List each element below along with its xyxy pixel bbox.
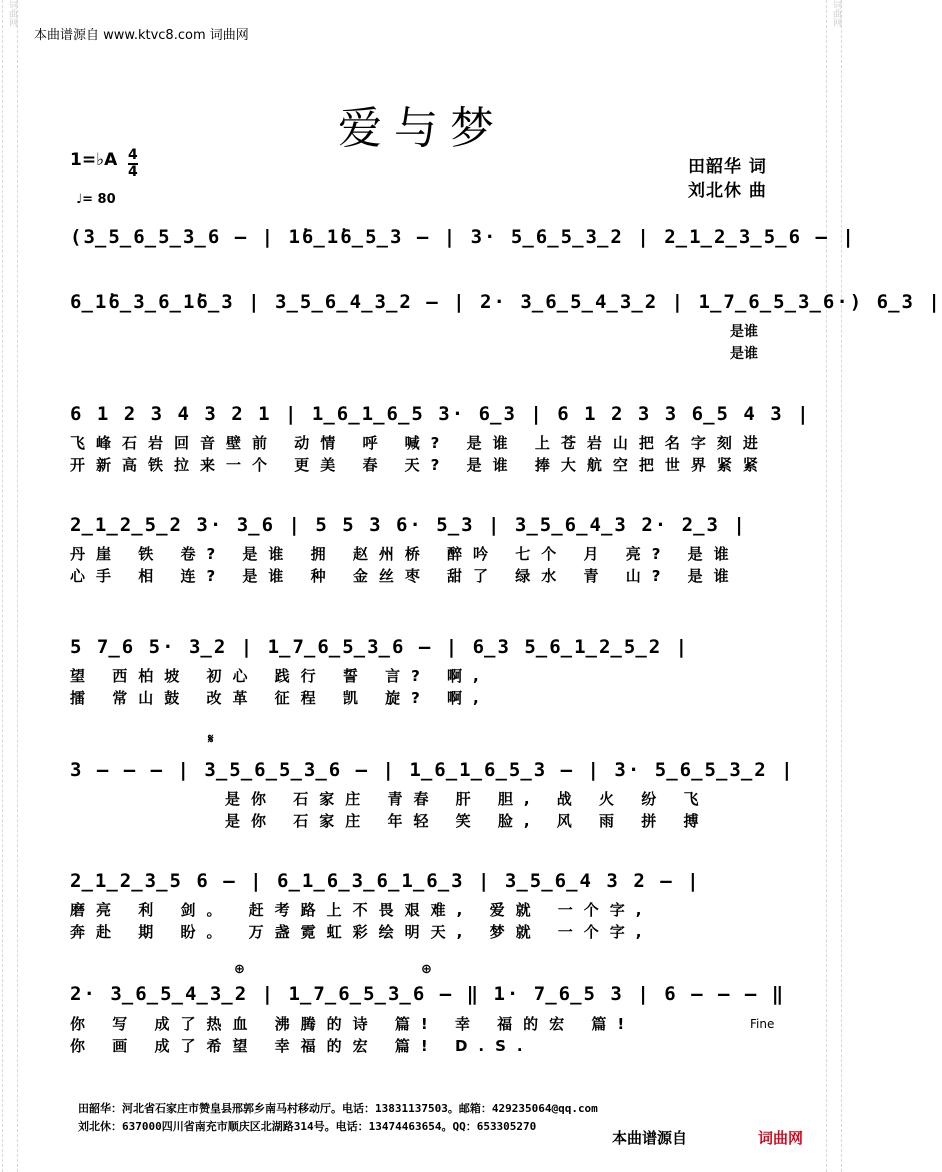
logo-site: 词曲网 xyxy=(758,1129,804,1147)
right-watermark-strip xyxy=(826,0,842,1172)
lyric-line-5a: 望 西柏坡 初心 践行 誓 言? 啊, xyxy=(70,667,490,685)
lyric-line-7b: 奔赴 期 盼。 万盏霓虹彩绘明天, 梦就 一个字, xyxy=(70,923,653,941)
key-signature: 1=♭A xyxy=(70,150,118,170)
lyric-line-7a: 磨亮 利 剑。 赶考路上不畏艰难, 爱就 一个字, xyxy=(70,901,653,919)
time-signature xyxy=(128,148,138,180)
coda-sign-2: ⊕ xyxy=(421,962,432,977)
lyric-line-4b: 心手 相 连? 是谁 种 金丝枣 甜了 绿水 青 山? 是谁 xyxy=(70,567,740,585)
notation-line-2: 6̲1̇6̲3̲6̲1̇6̲3 | 3̲5̲6̲4̲3̲2 – | 2· 3̲6̲5̲4̲3̲2 | 1̲7̲6̲5̲3̲6·) 6̲3 | xyxy=(70,291,942,313)
lyric-line-5b: 擂 常山鼓 改革 征程 凯 旋? 啊, xyxy=(70,689,490,707)
logo-source: 本曲谱源自 xyxy=(612,1129,688,1147)
left-watermark-strip xyxy=(2,0,18,1172)
lyric-line-3b: 开新高铁拉来一个 更美 春 天? 是谁 捧大航空把世界紧紧 xyxy=(70,456,769,474)
meter-bottom: 4 xyxy=(128,164,138,180)
source-header: 本曲谱源自 www.ktvc8.com 词曲网 xyxy=(34,28,249,43)
notation-line-5: 5 7̲6 5· 3̲2 | 1̲7̲6̲5̲3̲6 – | 6̲3 5̲6̲1̲2̲5̲2 | xyxy=(70,636,690,658)
segno-sign: 𝄋 xyxy=(208,732,214,747)
lyric-line-2a: 是谁 xyxy=(730,324,758,340)
lyric-line-6b: 是你 石家庄 年轻 笑 脸, 风 雨 拼 搏 xyxy=(225,812,710,830)
notation-line-6: 3 – – – | 3̲5̲6̲5̲3̲6 – | 1̲6̲1̲6̲5̲3 – | 3· 5̲6̲5̲3̲2 | xyxy=(70,759,795,781)
lyric-line-8a: 你 写 成了热血 沸腾的诗 篇! 幸 福的宏 篇! xyxy=(70,1015,636,1033)
song-title: 爱与梦 xyxy=(338,103,506,154)
notation-line-7: 2̲1̲2̲3̲5 6 – | 6̲1̲6̲3̲6̲1̲6̲3 | 3̲5̲6̲4 3 2 – | xyxy=(70,870,701,892)
composer-contact: 刘北休：637000四川省南充市顺庆区北湖路314号。电话：13474463654。QQ：653305270 xyxy=(78,1120,537,1133)
notation-line-1: (3̲5̲6̲5̲3̲6 – | 1̇6̲1̇6̲5̲3 – | 3· 5̲6̲5̲3̲2 | 2̲1̲2̲3̲5̲6 – | xyxy=(70,226,856,248)
lyric-line-3a: 飞峰石岩回音壁前 动情 呼 喊? 是谁 上苍岩山把名字刻进 xyxy=(70,434,769,452)
coda-sign-1: ⊕ xyxy=(234,962,245,977)
watermark-text: 词曲网 xyxy=(831,0,841,27)
composer-credit: 刘北休 曲 xyxy=(688,181,767,201)
tempo-marking: ♩= 80 xyxy=(76,192,116,207)
notation-line-3: 6 1 2 3 4 3 2 1 | 1̲6̲1̲6̲5 3· 6̲3 | 6 1 2 3 3 6̲5 4 3 | xyxy=(70,403,811,425)
meter-top: 4 xyxy=(128,147,138,163)
watermark-text: 词曲网 xyxy=(7,0,17,27)
lyric-line-4a: 丹崖 铁 卷? 是谁 拥 赵州桥 醉吟 七个 月 亮? 是谁 xyxy=(70,545,740,563)
fine-mark: Fine xyxy=(750,1017,775,1031)
lyricist-contact: 田韶华：河北省石家庄市赞皇县邢郭乡南马村移动厅。电话：13831137503。邮箱：429235064@qq.com xyxy=(78,1102,598,1115)
lyric-line-8b: 你 画 成了希望 幸福的宏 篇! D.S. xyxy=(70,1037,534,1055)
notation-line-8: 2· 3̲6̲5̲4̲3̲2 | 1̲7̲6̲5̲3̲6 – ‖ 1· 7̲6̲5 3 | 6 – – – ‖ xyxy=(70,983,786,1005)
lyricist-credit: 田韶华 词 xyxy=(688,157,767,177)
notation-line-4: 2̲1̲2̲5̲2 3· 3̲6 | 5 5 3 6· 5̲3 | 3̲5̲6̲4̲3 2· 2̲3 | xyxy=(70,514,747,536)
lyric-line-2b: 是谁 xyxy=(730,346,758,362)
lyric-line-6a: 是你 石家庄 青春 肝 胆, 战 火 纷 飞 xyxy=(225,790,710,808)
